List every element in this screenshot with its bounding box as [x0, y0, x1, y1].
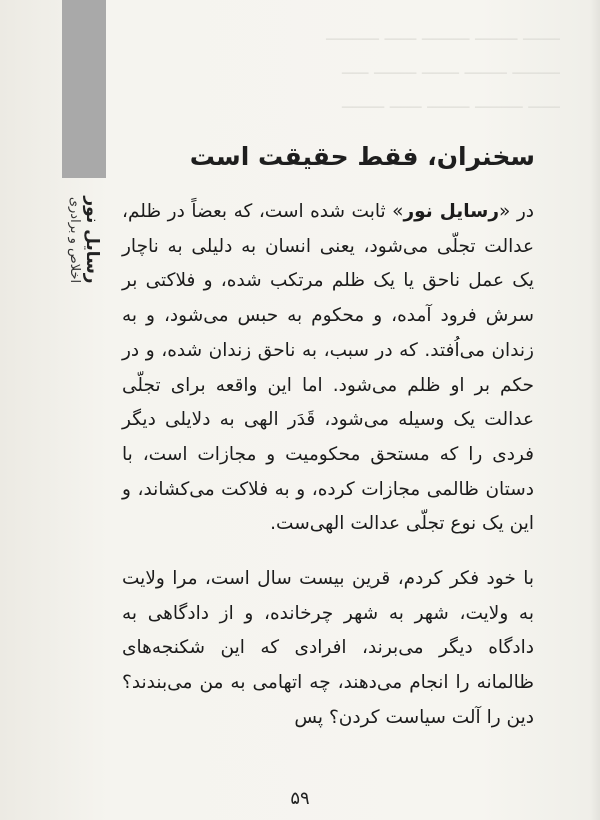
paragraph-1 [122, 195, 534, 542]
running-header-title: رسایل نور [82, 196, 102, 284]
running-header-subtitle: اخلاص و برادری [67, 196, 82, 284]
chapter-tab [62, 0, 106, 178]
section-heading: سخنران، فقط حقیقت است [189, 142, 535, 171]
bleed-through-text: ـــــــ ــــــــ ـــــــــ ــــــ ــــــــــ ـــــــــ ــــــــ ـــــــ ــــــــ ـــــ ــــــ ـــــــــ ــــــــ ــــــ ــــــــ [326, 24, 560, 113]
paragraph-text: » ثابت شده است، که بعضاً در ظلم، عدالت تجلّی می‌شود، یعنی انسان به دلیلی به ناچار یک عمل ناحق یا یک ظلم مرتکب شده، و فلاکتی بر سرش فرود آمده، و محکوم به حبس می‌شود، و به زندان می‌اُفتد. که در سبب، به ناحق زندان شده، و در حکم بر او ظلم می‌شود. اما این واقعه برای تجلّی عدالت یک وسیله می‌شود، قَدَر الهی به دلایلی دیگر فردی را که مستحق محکومیت و مجازات است، با دستان ظالمی مجازات کرده، و به فلاکت می‌کشاند، و این یک نوع تجلّی عدالت الهی‌ست. [122, 201, 534, 535]
paragraph-2 [122, 562, 534, 736]
page-edge-shadow [590, 0, 600, 820]
paragraph-text: در « [498, 201, 534, 222]
paragraph-text: با خود فکر کردم، قرین بیست سال است، مرا ولایت به ولایت، شهر به شهر چرخانده، و از دادگاهی به دادگاه دیگر می‌برند، افرادی که این شکنجه‌های ظالمانه را انجام می‌دهند، چه اتهامی به من می‌بندند؟ دین را آلت سیاست کردن؟ پس [122, 568, 534, 728]
running-header [62, 185, 106, 295]
body-text [122, 195, 534, 736]
book-title-bold: رسایل نور [403, 201, 499, 222]
page-number: ۵۹ [290, 788, 310, 809]
